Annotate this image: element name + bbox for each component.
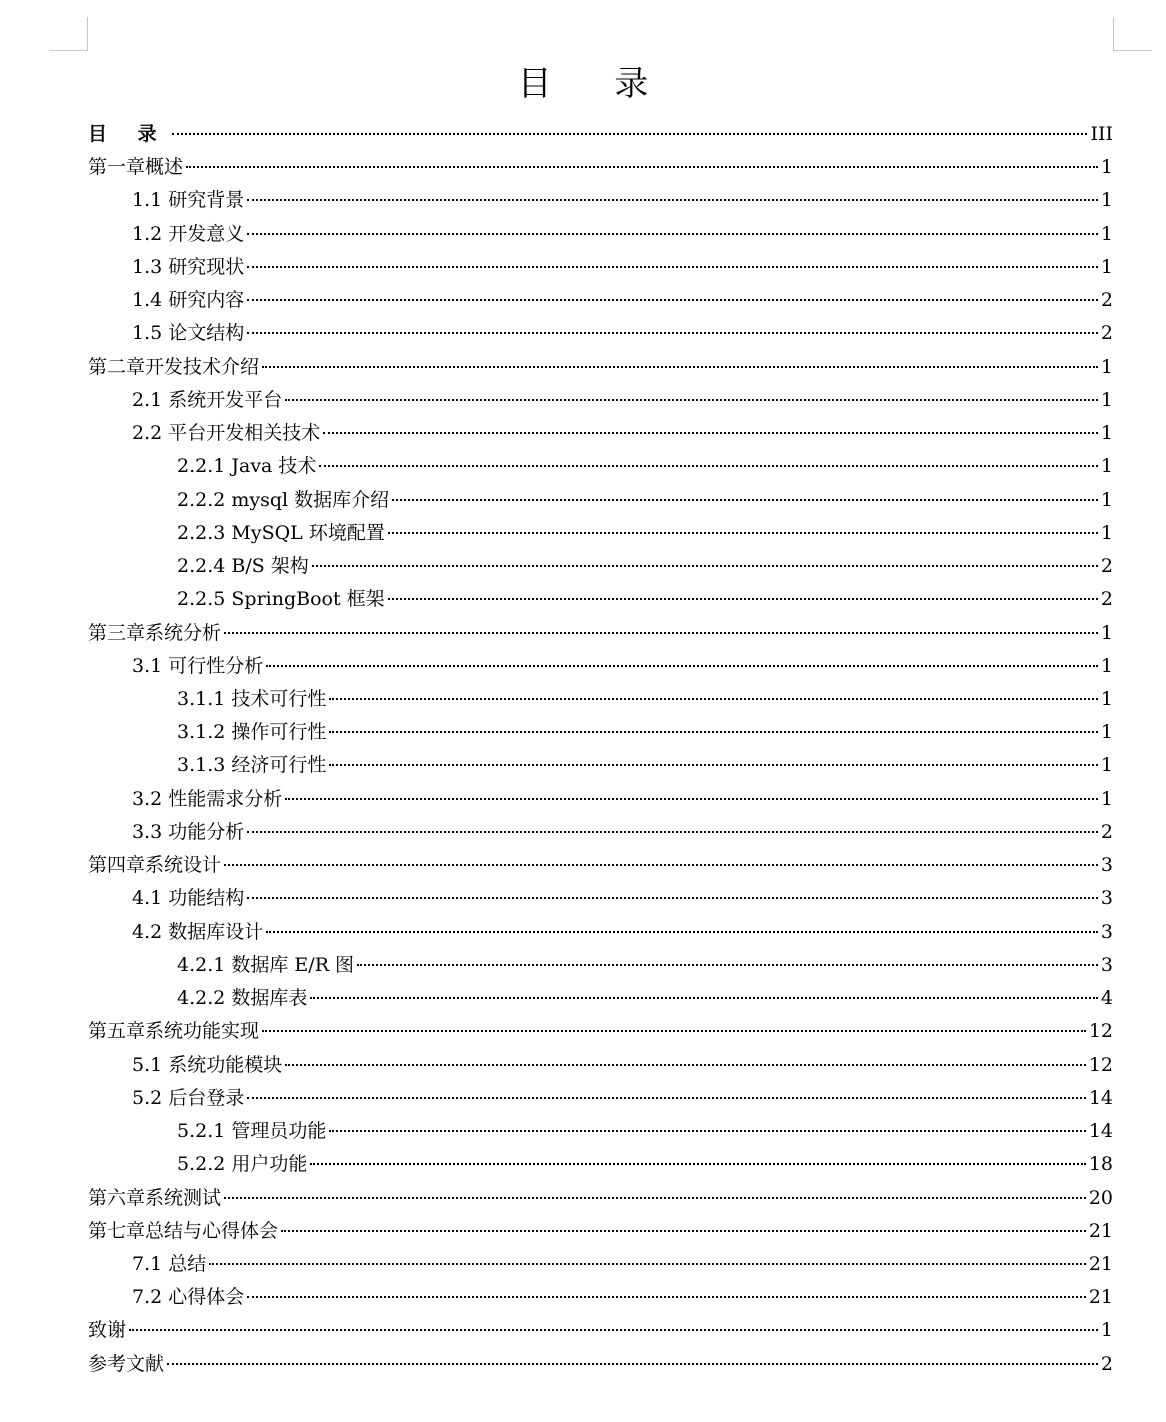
toc-entry[interactable] bbox=[88, 882, 1113, 915]
toc-entry[interactable] bbox=[88, 1348, 1113, 1381]
toc-entry-page-number: 18 bbox=[1088, 1153, 1113, 1176]
toc-entry-page-number: 1 bbox=[1100, 222, 1113, 245]
toc-entry-title: 7.1 总结 bbox=[132, 1252, 207, 1275]
toc-entry-title: 2.2.3 MySQL 环境配置 bbox=[177, 521, 385, 544]
dot-leader bbox=[388, 598, 1098, 600]
toc-entry[interactable] bbox=[88, 749, 1113, 782]
toc-entry-page-number: 21 bbox=[1088, 1286, 1113, 1309]
toc-entry-title: 第二章开发技术介绍 bbox=[88, 355, 260, 378]
dot-leader bbox=[285, 1064, 1086, 1066]
toc-entry-page-number: 1 bbox=[1100, 621, 1113, 644]
toc-entry-page-number: 3 bbox=[1100, 887, 1113, 910]
toc-entry-title: 2.1 系统开发平台 bbox=[132, 388, 283, 411]
toc-entry-title: 4.2 数据库设计 bbox=[132, 920, 264, 943]
toc-entry[interactable] bbox=[88, 583, 1113, 616]
toc-entry[interactable] bbox=[88, 218, 1113, 251]
toc-entry-page-number: 12 bbox=[1088, 1020, 1113, 1043]
toc-entry-title: 第五章系统功能实现 bbox=[88, 1020, 260, 1043]
toc-entry[interactable] bbox=[88, 151, 1113, 184]
toc-entry-page-number: 12 bbox=[1088, 1053, 1113, 1076]
page-corner-mark-top-left bbox=[49, 17, 88, 51]
toc-entry-page-number: 14 bbox=[1088, 1120, 1113, 1143]
toc-entry[interactable] bbox=[88, 949, 1113, 982]
dot-leader bbox=[281, 1230, 1086, 1232]
toc-entry-page-number: 2 bbox=[1100, 820, 1113, 843]
toc-entry-page-number: 1 bbox=[1100, 355, 1113, 378]
dot-leader bbox=[329, 1130, 1085, 1132]
toc-entry[interactable] bbox=[88, 550, 1113, 583]
dot-leader bbox=[388, 532, 1098, 534]
toc-entry-page-number: 2 bbox=[1100, 289, 1113, 312]
dot-leader bbox=[357, 964, 1098, 966]
dot-leader bbox=[224, 632, 1098, 634]
toc-entry-title: 1.4 研究内容 bbox=[132, 289, 245, 312]
toc-entry-page-number: 1 bbox=[1100, 787, 1113, 810]
toc-entry[interactable] bbox=[88, 351, 1113, 384]
toc-entry[interactable] bbox=[88, 1082, 1113, 1115]
toc-entry-page-number: 2 bbox=[1100, 588, 1113, 611]
dot-leader bbox=[247, 1296, 1086, 1298]
dot-leader bbox=[266, 665, 1098, 667]
toc-entry[interactable] bbox=[88, 982, 1113, 1015]
dot-leader bbox=[172, 133, 1088, 135]
toc-entry-page-number: 1 bbox=[1100, 488, 1113, 511]
dot-leader bbox=[262, 1030, 1086, 1032]
toc-entry-title: 第七章总结与心得体会 bbox=[88, 1219, 279, 1242]
dot-leader bbox=[129, 1329, 1098, 1331]
toc-entry[interactable] bbox=[88, 849, 1113, 882]
toc-entry[interactable] bbox=[88, 417, 1113, 450]
toc-entry-page-number: 2 bbox=[1100, 322, 1113, 345]
toc-entry[interactable] bbox=[88, 1015, 1113, 1048]
dot-leader bbox=[224, 1197, 1086, 1199]
toc-entry-page-number: 1 bbox=[1100, 255, 1113, 278]
dot-leader bbox=[247, 1097, 1086, 1099]
toc-entry[interactable] bbox=[88, 1182, 1113, 1215]
toc-entry-title: 3.1 可行性分析 bbox=[132, 654, 264, 677]
toc-entry[interactable] bbox=[88, 484, 1113, 517]
dot-leader bbox=[392, 499, 1098, 501]
toc-entry-page-number: 21 bbox=[1088, 1219, 1113, 1242]
dot-leader bbox=[329, 764, 1098, 766]
toc-entry-title: 1.2 开发意义 bbox=[132, 222, 245, 245]
toc-entry-title: 5.2.1 管理员功能 bbox=[177, 1120, 327, 1143]
toc-entry-title: 4.2.1 数据库 E/R 图 bbox=[177, 953, 355, 976]
dot-leader bbox=[247, 266, 1098, 268]
dot-leader bbox=[310, 997, 1098, 999]
toc-entry-page-number: 2 bbox=[1100, 1352, 1113, 1375]
toc-entry-title: 3.1.1 技术可行性 bbox=[177, 687, 327, 710]
toc-entry-title: 5.2 后台登录 bbox=[132, 1086, 245, 1109]
toc-entry[interactable] bbox=[88, 1215, 1113, 1248]
toc-entry-page-number: 1 bbox=[1100, 422, 1113, 445]
toc-entry-page-number: 1 bbox=[1100, 1319, 1113, 1342]
toc-entry-title: 第一章概述 bbox=[88, 156, 184, 179]
dot-leader bbox=[209, 1263, 1086, 1265]
toc-entry[interactable] bbox=[88, 1281, 1113, 1314]
toc-entry-title: 目 录 bbox=[88, 123, 169, 145]
toc-entry-title: 4.1 功能结构 bbox=[132, 887, 245, 910]
table-of-contents bbox=[88, 118, 1113, 1381]
toc-entry[interactable] bbox=[88, 517, 1113, 550]
toc-entry[interactable] bbox=[88, 916, 1113, 949]
toc-entry-page-number: 1 bbox=[1100, 754, 1113, 777]
toc-entry-page-number: 1 bbox=[1100, 156, 1113, 179]
toc-entry-title: 3.2 性能需求分析 bbox=[132, 787, 283, 810]
dot-leader bbox=[285, 798, 1098, 800]
dot-leader bbox=[247, 831, 1098, 833]
toc-entry-page-number: 1 bbox=[1100, 521, 1113, 544]
toc-entry[interactable] bbox=[88, 184, 1113, 217]
dot-leader bbox=[167, 1363, 1098, 1365]
toc-entry[interactable] bbox=[88, 384, 1113, 417]
dot-leader bbox=[247, 199, 1098, 201]
toc-entry[interactable] bbox=[88, 683, 1113, 716]
toc-entry-title: 5.1 系统功能模块 bbox=[132, 1053, 283, 1076]
dot-leader bbox=[247, 299, 1098, 301]
toc-entry-page-number: 14 bbox=[1088, 1086, 1113, 1109]
toc-entry[interactable] bbox=[88, 783, 1113, 816]
toc-entry[interactable] bbox=[88, 1248, 1113, 1281]
toc-entry-page-number: 1 bbox=[1100, 687, 1113, 710]
toc-entry[interactable] bbox=[88, 284, 1113, 317]
toc-entry-title: 第六章系统测试 bbox=[88, 1186, 222, 1209]
dot-leader bbox=[247, 233, 1098, 235]
toc-entry-page-number: 2 bbox=[1100, 555, 1113, 578]
toc-entry-title: 2.2.1 Java 技术 bbox=[177, 455, 317, 478]
toc-entry[interactable] bbox=[88, 1115, 1113, 1148]
dot-leader bbox=[329, 731, 1098, 733]
dot-leader bbox=[224, 864, 1098, 866]
dot-leader bbox=[186, 166, 1098, 168]
toc-entry-page-number: 3 bbox=[1100, 920, 1113, 943]
toc-entry-title: 第三章系统分析 bbox=[88, 621, 222, 644]
toc-entry-title: 5.2.2 用户功能 bbox=[177, 1153, 308, 1176]
dot-leader bbox=[323, 432, 1098, 434]
toc-entry-page-number: 20 bbox=[1088, 1186, 1113, 1209]
toc-entry-page-number: 3 bbox=[1100, 953, 1113, 976]
toc-entry-page-number: III bbox=[1090, 123, 1113, 145]
dot-leader bbox=[247, 332, 1098, 334]
toc-entry-page-number: 3 bbox=[1100, 854, 1113, 877]
toc-entry-title: 致谢 bbox=[88, 1319, 127, 1342]
dot-leader bbox=[329, 698, 1098, 700]
toc-entry-title: 1.1 研究背景 bbox=[132, 189, 245, 212]
toc-entry-title: 2.2.4 B/S 架构 bbox=[177, 555, 309, 578]
toc-entry-title: 2.2.2 mysql 数据库介绍 bbox=[177, 488, 390, 511]
page-corner-mark-top-right bbox=[1113, 17, 1152, 51]
toc-entry-page-number: 1 bbox=[1100, 654, 1113, 677]
toc-entry[interactable] bbox=[88, 650, 1113, 683]
toc-entry-page-number: 4 bbox=[1100, 987, 1113, 1010]
toc-entry[interactable] bbox=[88, 118, 1113, 151]
toc-entry[interactable] bbox=[88, 251, 1113, 284]
toc-entry-page-number: 1 bbox=[1100, 721, 1113, 744]
toc-entry-title: 参考文献 bbox=[88, 1352, 165, 1375]
toc-entry-page-number: 1 bbox=[1100, 189, 1113, 212]
toc-entry-title: 第四章系统设计 bbox=[88, 854, 222, 877]
toc-entry[interactable] bbox=[88, 450, 1113, 483]
toc-entry[interactable] bbox=[88, 1148, 1113, 1181]
toc-entry-title: 1.5 论文结构 bbox=[132, 322, 245, 345]
toc-entry-title: 3.3 功能分析 bbox=[132, 820, 245, 843]
toc-entry[interactable] bbox=[88, 617, 1113, 650]
toc-entry-page-number: 1 bbox=[1100, 455, 1113, 478]
toc-entry-title: 1.3 研究现状 bbox=[132, 255, 245, 278]
page-title: 目 录 bbox=[517, 64, 675, 104]
toc-entry[interactable] bbox=[88, 317, 1113, 350]
dot-leader bbox=[285, 399, 1098, 401]
dot-leader bbox=[266, 931, 1098, 933]
toc-entry-title: 2.2 平台开发相关技术 bbox=[132, 422, 321, 445]
toc-entry[interactable] bbox=[88, 716, 1113, 749]
toc-entry[interactable] bbox=[88, 1314, 1113, 1347]
toc-entry-title: 3.1.3 经济可行性 bbox=[177, 754, 327, 777]
toc-entry-page-number: 21 bbox=[1088, 1252, 1113, 1275]
dot-leader bbox=[247, 897, 1098, 899]
toc-entry-page-number: 1 bbox=[1100, 388, 1113, 411]
toc-entry[interactable] bbox=[88, 1049, 1113, 1082]
dot-leader bbox=[262, 366, 1098, 368]
toc-entry-title: 7.2 心得体会 bbox=[132, 1286, 245, 1309]
toc-entry-title: 4.2.2 数据库表 bbox=[177, 987, 308, 1010]
toc-entry-title: 2.2.5 SpringBoot 框架 bbox=[177, 588, 385, 611]
toc-entry[interactable] bbox=[88, 816, 1113, 849]
dot-leader bbox=[312, 565, 1098, 567]
dot-leader bbox=[310, 1163, 1085, 1165]
toc-entry-title: 3.1.2 操作可行性 bbox=[177, 721, 327, 744]
dot-leader bbox=[319, 465, 1097, 467]
